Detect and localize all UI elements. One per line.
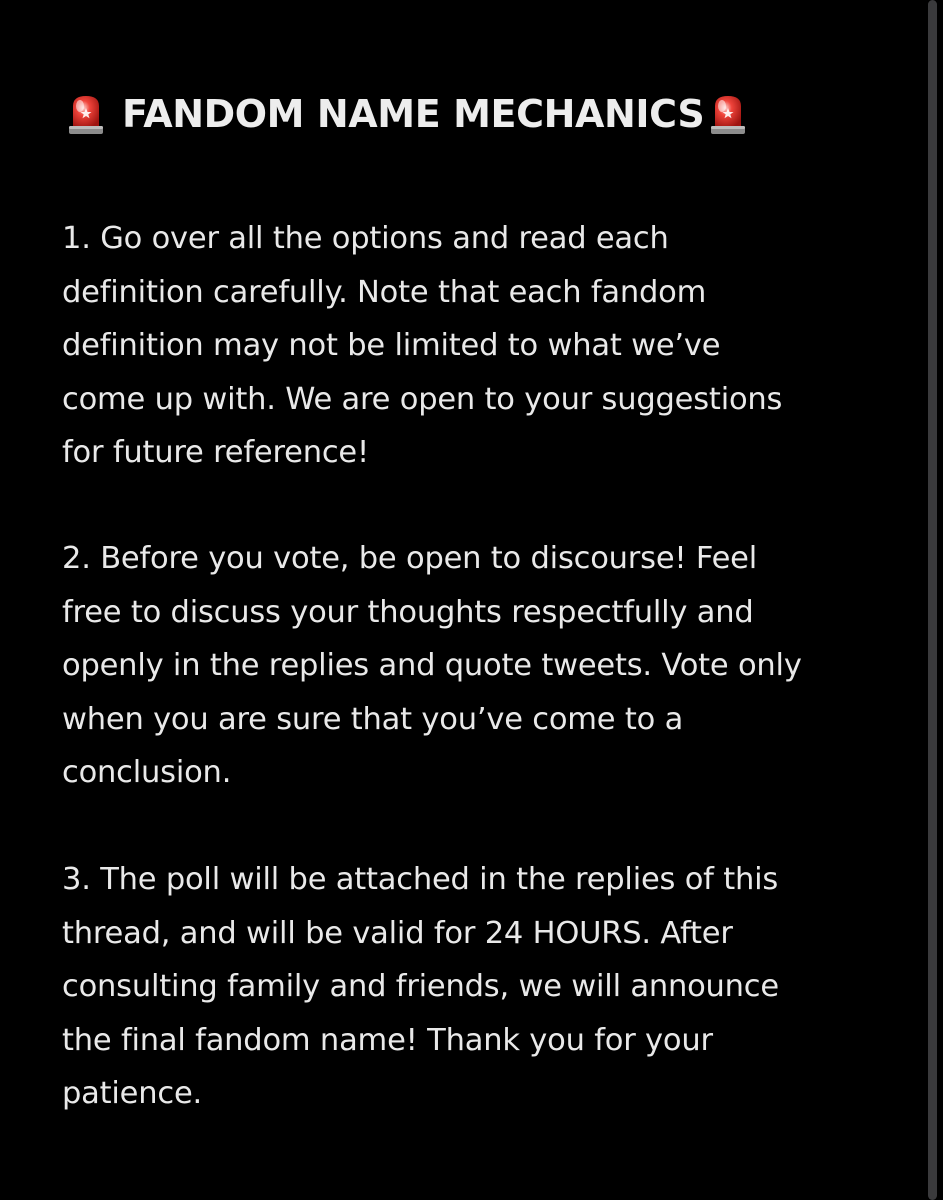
- paragraph-line: thread, and will be valid for 24 HOURS. After: [62, 915, 733, 951]
- paragraph-line: conclusion.: [62, 755, 232, 790]
- paragraph-line: openly in the replies and quote tweets. Vote only: [62, 648, 802, 683]
- paragraph-line: consulting family and friends, we will announce: [62, 969, 779, 1004]
- paragraph-line: patience.: [62, 1076, 203, 1111]
- scrollbar[interactable]: [928, 0, 937, 1200]
- paragraph-line: come up with. We are open to your suggestions: [62, 381, 783, 417]
- paragraph-line: definition carefully. Note that each fandom: [62, 274, 707, 310]
- paragraph-line: definition may not be limited to what we’ve: [62, 328, 721, 363]
- police-car-light-icon: [66, 92, 106, 136]
- paragraph-line: 3. The poll will be attached in the replies of this: [62, 862, 779, 897]
- police-car-light-icon: [708, 92, 748, 136]
- paragraph-line: the final fandom name! Thank you for your: [62, 1022, 713, 1058]
- paragraph-line: when you are sure that you’ve come to a: [62, 701, 684, 737]
- paragraph-2: [62, 532, 892, 800]
- paragraph-line: free to discuss your thoughts respectfully and: [62, 594, 754, 630]
- paragraph-1: [62, 212, 892, 480]
- paragraph-line: for future reference!: [62, 435, 369, 470]
- paragraph-3: [62, 853, 892, 1121]
- note-title: FANDOM NAME MECHANICS: [122, 92, 705, 136]
- paragraph-line: 1. Go over all the options and read each: [62, 221, 669, 256]
- note-title-row: [66, 92, 748, 136]
- paragraph-line: 2. Before you vote, be open to discourse! Feel: [62, 541, 757, 576]
